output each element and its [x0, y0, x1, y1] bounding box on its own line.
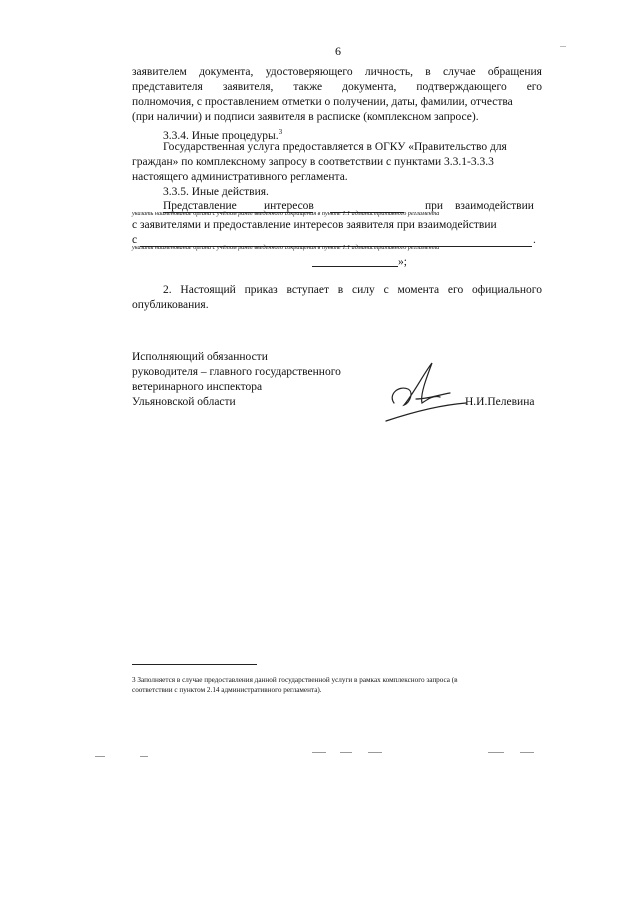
- word: документа,: [342, 81, 397, 93]
- word: в: [425, 66, 431, 78]
- word: официального: [472, 284, 542, 296]
- para3-line2: с заявителями и предоставление интересов заявителя при взаимодействии: [132, 219, 497, 231]
- hint-1: указать наименование органа с учётом ранее введенного сокращения в пункте 1.1 административного регламента: [132, 210, 440, 217]
- word: обращения: [487, 66, 542, 78]
- para1-line4: (при наличии) и подписи заявителя в расписке (комплексном запросе).: [132, 111, 479, 123]
- para1-line1: [132, 65, 542, 79]
- footnote-line1: 3 Заполняется в случае предоставления данной государственной услуги в рамках комплексного запроса (в: [132, 676, 458, 684]
- scan-mark: [368, 752, 382, 753]
- word: случае: [443, 66, 476, 78]
- footnote-ref: 3: [278, 128, 283, 136]
- scan-mark: [95, 756, 105, 757]
- section-3-3-4-text: 3.3.4. Иные процедуры.: [163, 129, 279, 142]
- page-number: 6: [335, 44, 341, 58]
- footnote-line2: соответствии с пунктом 2.14 административного регламента).: [132, 686, 322, 694]
- word: подтверждающего: [416, 81, 507, 93]
- para3-prefix: с: [132, 234, 138, 246]
- scan-mark: [520, 752, 534, 753]
- para3-suffix: .: [533, 234, 536, 246]
- word: 2.: [163, 284, 172, 296]
- word: Настоящий: [180, 284, 236, 296]
- word: также: [293, 81, 323, 93]
- signatory-line4: Ульяновской области: [132, 396, 236, 408]
- word: удостоверяющего: [265, 66, 353, 78]
- signatory-line3: ветеринарного инспектора: [132, 381, 263, 393]
- para3-word3: при: [425, 200, 444, 212]
- word: документа,: [199, 66, 254, 78]
- para1-line3: полномочия, с проставлением отметки о получении, даты, фамилии, отчества: [132, 96, 513, 108]
- word: приказ: [244, 284, 278, 296]
- para3-word1: Представление: [163, 200, 237, 212]
- para3-word4: взаимодействии: [455, 200, 534, 212]
- word: личность,: [364, 66, 413, 78]
- blank-line: [312, 266, 398, 267]
- para4-line1: [163, 283, 542, 297]
- para4-line2: опубликования.: [132, 299, 209, 311]
- section-3-3-5: 3.3.5. Иные действия.: [163, 186, 269, 198]
- para3-close: »;: [398, 256, 407, 268]
- signatory-line1: Исполняющий обязанности: [132, 351, 268, 363]
- scan-mark: [560, 46, 566, 47]
- word: его: [447, 284, 464, 296]
- scan-mark: [488, 752, 504, 753]
- word: силу: [352, 284, 375, 296]
- scan-mark: [312, 752, 326, 753]
- footnote-separator: [132, 664, 257, 665]
- para2-line1: Государственная услуга предоставляется в ОГКУ «Правительство для: [163, 141, 507, 153]
- word: момента: [397, 284, 440, 296]
- scan-mark: [140, 756, 148, 757]
- handwritten-signature: [380, 355, 470, 425]
- word: его: [526, 81, 542, 93]
- signatory-name: Н.И.Пелевина: [465, 396, 535, 408]
- scan-mark: [340, 752, 352, 753]
- word: в: [337, 284, 344, 296]
- para1-line2: [132, 80, 542, 94]
- para2-line2: граждан» по комплексному запросу в соответствии с пунктами 3.3.1-3.3.3: [132, 156, 494, 168]
- word: представителя: [132, 81, 203, 93]
- word: с: [383, 284, 389, 296]
- word: заявителем: [132, 66, 187, 78]
- word: вступает: [286, 284, 329, 296]
- hint-2: указать наименование органа с учётом ранее введенного сокращения в пункте 1.1 административного регламента: [132, 244, 440, 251]
- para3-word2: интересов: [264, 200, 314, 212]
- para2-line3: настоящего административного регламента.: [132, 171, 348, 183]
- signatory-line2: руководителя – главного государственного: [132, 366, 341, 378]
- word: заявителя,: [222, 81, 274, 93]
